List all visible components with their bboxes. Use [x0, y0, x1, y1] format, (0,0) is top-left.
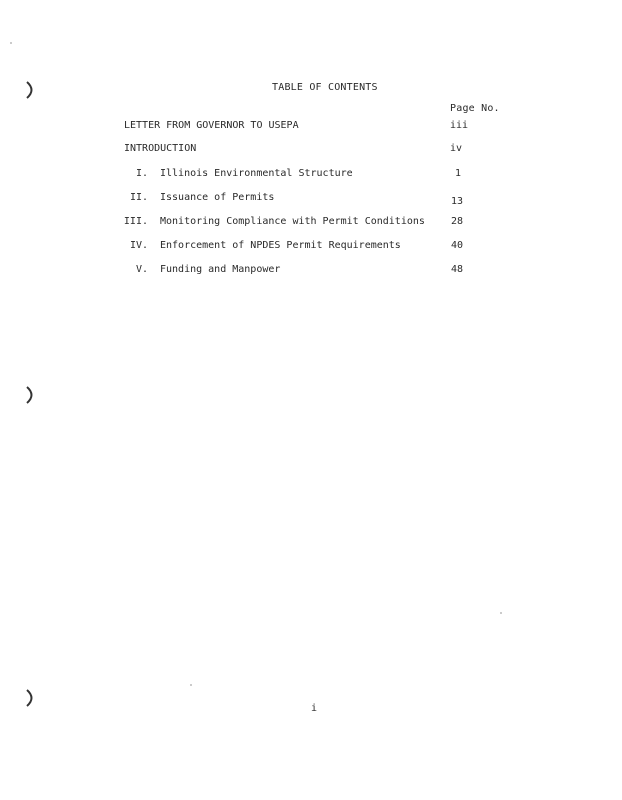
- toc-section-label: Enforcement of NPDES Permit Requirements: [160, 240, 401, 251]
- page-number-column-header: Page No.: [450, 103, 500, 114]
- toc-section-label: Issuance of Permits: [160, 192, 275, 203]
- toc-section-label: Monitoring Compliance with Permit Conditions: [160, 216, 425, 227]
- punch-hole-mark: [24, 80, 38, 100]
- toc-entry-page: iv: [450, 143, 463, 154]
- scan-speck: [10, 42, 12, 44]
- scan-speck: [190, 684, 192, 686]
- toc-section-label: Funding and Manpower: [160, 264, 281, 275]
- footer-page-number: i: [311, 703, 318, 714]
- toc-section-number: III.: [123, 216, 148, 227]
- toc-entry-page: iii: [450, 120, 469, 131]
- punch-hole-mark: [24, 385, 38, 405]
- toc-section-page: 40: [451, 240, 464, 251]
- toc-section-page: 48: [451, 264, 464, 275]
- toc-section-1: [0, 168, 622, 182]
- toc-section-number: IV.: [129, 240, 148, 251]
- toc-section-number: I.: [135, 168, 148, 179]
- toc-section-page: 28: [451, 216, 464, 227]
- toc-section-page: 13: [451, 196, 464, 207]
- toc-section-3: [0, 216, 622, 230]
- toc-entry-introduction: [0, 143, 622, 157]
- toc-section-label: Illinois Environmental Structure: [160, 168, 353, 179]
- toc-section-2: [0, 192, 622, 206]
- toc-section-page: 1: [455, 168, 462, 179]
- toc-title: TABLE OF CONTENTS: [272, 82, 378, 93]
- toc-entry-label: INTRODUCTION: [124, 143, 197, 154]
- toc-entry-letter: [0, 120, 622, 134]
- toc-section-5: [0, 264, 622, 278]
- punch-hole-mark: [24, 688, 38, 708]
- toc-entry-label: LETTER FROM GOVERNOR TO USEPA: [124, 120, 299, 131]
- toc-section-number: II.: [129, 192, 148, 203]
- toc-section-4: [0, 240, 622, 254]
- scan-speck: [500, 612, 502, 614]
- toc-section-number: V.: [135, 264, 148, 275]
